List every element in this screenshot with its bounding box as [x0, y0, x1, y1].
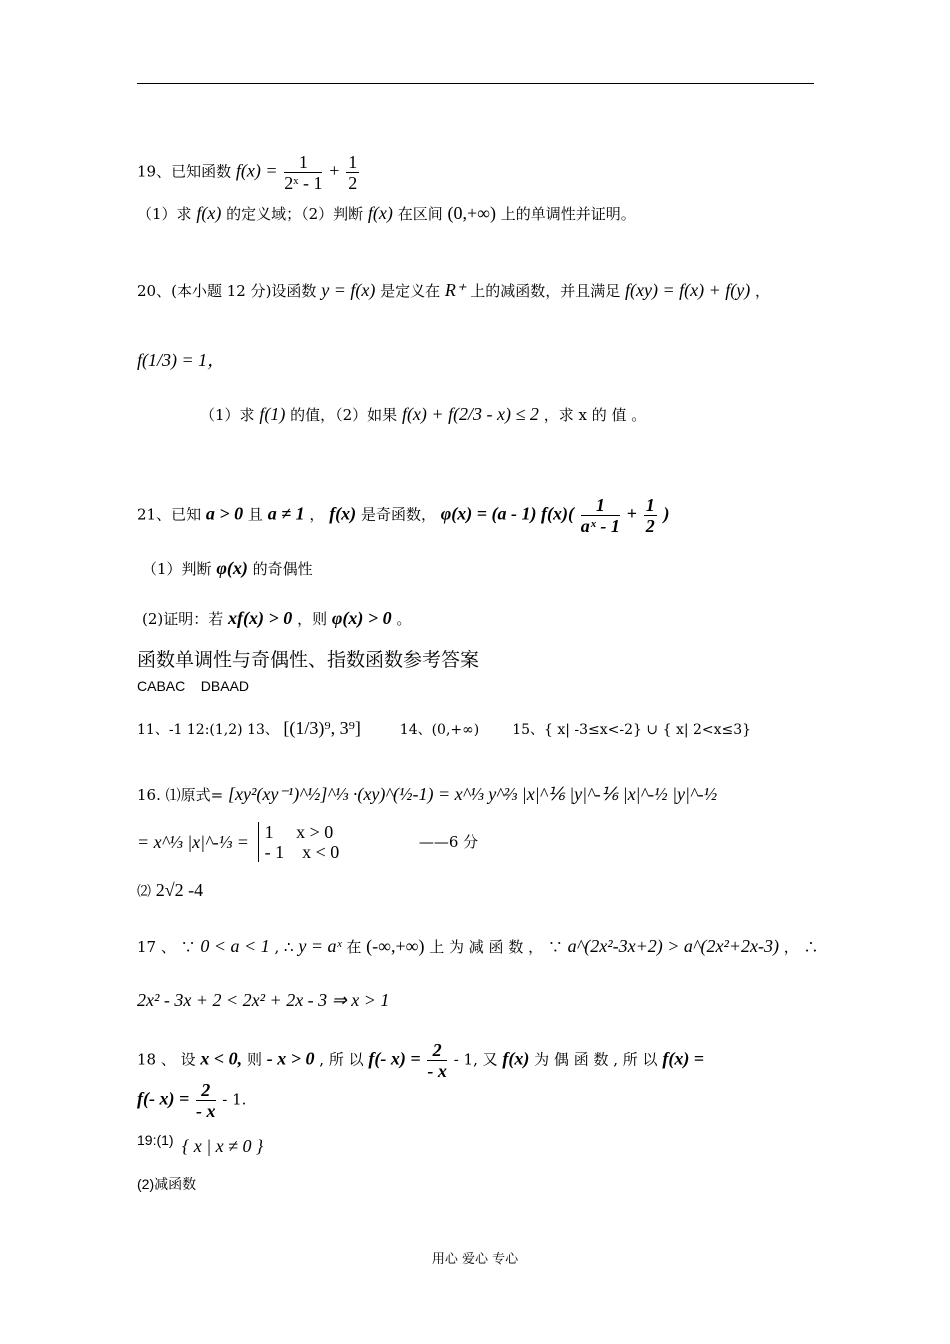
answer-16-line2: = x^⅓ |x|^-⅓ = 1 x > 0 - 1 x < 0 ——6 分: [137, 822, 479, 862]
answer-15: 15、{ x| -3≤x<-2} ∪ { x| 2<x≤3}: [512, 722, 752, 738]
q19-parts: （1）求 f(x) 的定义域；（2）判断 f(x) 在区间 (0,+∞) 上的单调性并证明。: [137, 203, 636, 223]
q21-fraction-1: $\frac{1}{\text{aˣ - 1}}$: [580, 495, 620, 536]
q19-lhs: f(x) =: [235, 160, 278, 181]
answer-16-part2: ⑵ 2√2 -4: [137, 880, 204, 900]
answer-13: [(1/3)⁹, 3⁹]: [283, 718, 361, 738]
answers-11-15: 11、-1 12:(1,2) 13、 [(1/3)⁹, 3⁹] 14、(0,+∞) 15、{ x| -3≤x<-2} ∪ { x| 2<x≤3}: [137, 718, 752, 738]
answer-18-line1: 18 、 设 x < 0, 则 - x > 0 , 所 以 f(- x) = $\frac{2}{- x}$ - 1, 又 f(x) 为 偶 函 数 , 所 以 f(x) =: [137, 1040, 705, 1081]
q20-condition: f(1/3) = 1，: [137, 350, 226, 370]
answer-14: 14、(0,+∞): [399, 722, 480, 738]
q19-fraction-1: $\frac{1}{\text{2ˣ - 1}}$: [284, 152, 323, 193]
answer-17-line1: 17 、 ∵ 0 < a < 1 , ∴ y = aˣ 在 (-∞,+∞) 上 为 减 函 数 ， ∵ a^(2x²-3x+2) > a^(2x²+2x-3) ， ∴: [137, 936, 819, 956]
answer-19-part1: 19:(1): [137, 1132, 174, 1148]
answer-17-line2: 2x² - 3x + 2 < 2x² + 2x - 3 ⇒ x > 1: [137, 990, 390, 1010]
q19-statement: 19、已知函数 f(x) = $\frac{1}{\text{2ˣ - 1}}$ + $\frac{1}{2}$: [137, 152, 358, 193]
q20-parts: （1）求 f(1) 的值，（2）如果 f(x) + f(2/3 - x) ≤ 2 ，求 x 的 值 。: [200, 404, 647, 424]
answer-18-fraction-2: $\frac{2}{- x}$: [196, 1080, 216, 1121]
page-footer: 用心 爱心 专心: [431, 1252, 519, 1267]
q19-label: 19、已知函数: [137, 162, 232, 181]
answer-18-line2: f(- x) = $\frac{2}{- x}$ - 1.: [137, 1080, 247, 1121]
q19-fraction-2: $\frac{1}{2}$: [348, 152, 358, 193]
answer-18-fraction: $\frac{2}{- x}$: [427, 1040, 447, 1081]
q21-part2: (2)证明：若 xf(x) > 0 ，则 φ(x) > 0 。: [142, 608, 412, 628]
q21-fraction-2: $\frac{1}{2}$: [645, 495, 655, 536]
answer-16-cases: 1 x > 0 - 1 x < 0: [258, 822, 340, 862]
q21-statement: 21、已知 a > 0 且 a ≠ 1 ， f(x) 是奇函数， φ(x) = (a - 1) f(x)( $\frac{1}{\text{aˣ - 1}}$ + $\frac{1}{2}$ ): [137, 495, 670, 536]
q21-part1: （1）判断 φ(x) 的奇偶性: [142, 558, 313, 578]
answers-heading: 函数单调性与奇偶性、指数函数参考答案: [137, 649, 480, 671]
answer-16-line1: 16. ⑴原式= [xy²(xy⁻¹)^½]^⅓ ·(xy)^(½-1) = x^⅓ y^⅔ |x|^⅙ |y|^-⅙ |x|^-½ |y|^-½: [137, 784, 718, 804]
answers-choices: CABAC DBAAD: [137, 678, 250, 694]
q20-statement: 20、(本小题 12 分)设函数 y = f(x) 是定义在 R⁺ 上的减函数，并且满足 f(xy) = f(x) + f(y) ，: [137, 280, 770, 300]
answer-19-set: { x | x ≠ 0 }: [182, 1136, 264, 1156]
answer-19-part2: (2)减函数: [137, 1176, 197, 1192]
header-rule: [137, 83, 814, 84]
